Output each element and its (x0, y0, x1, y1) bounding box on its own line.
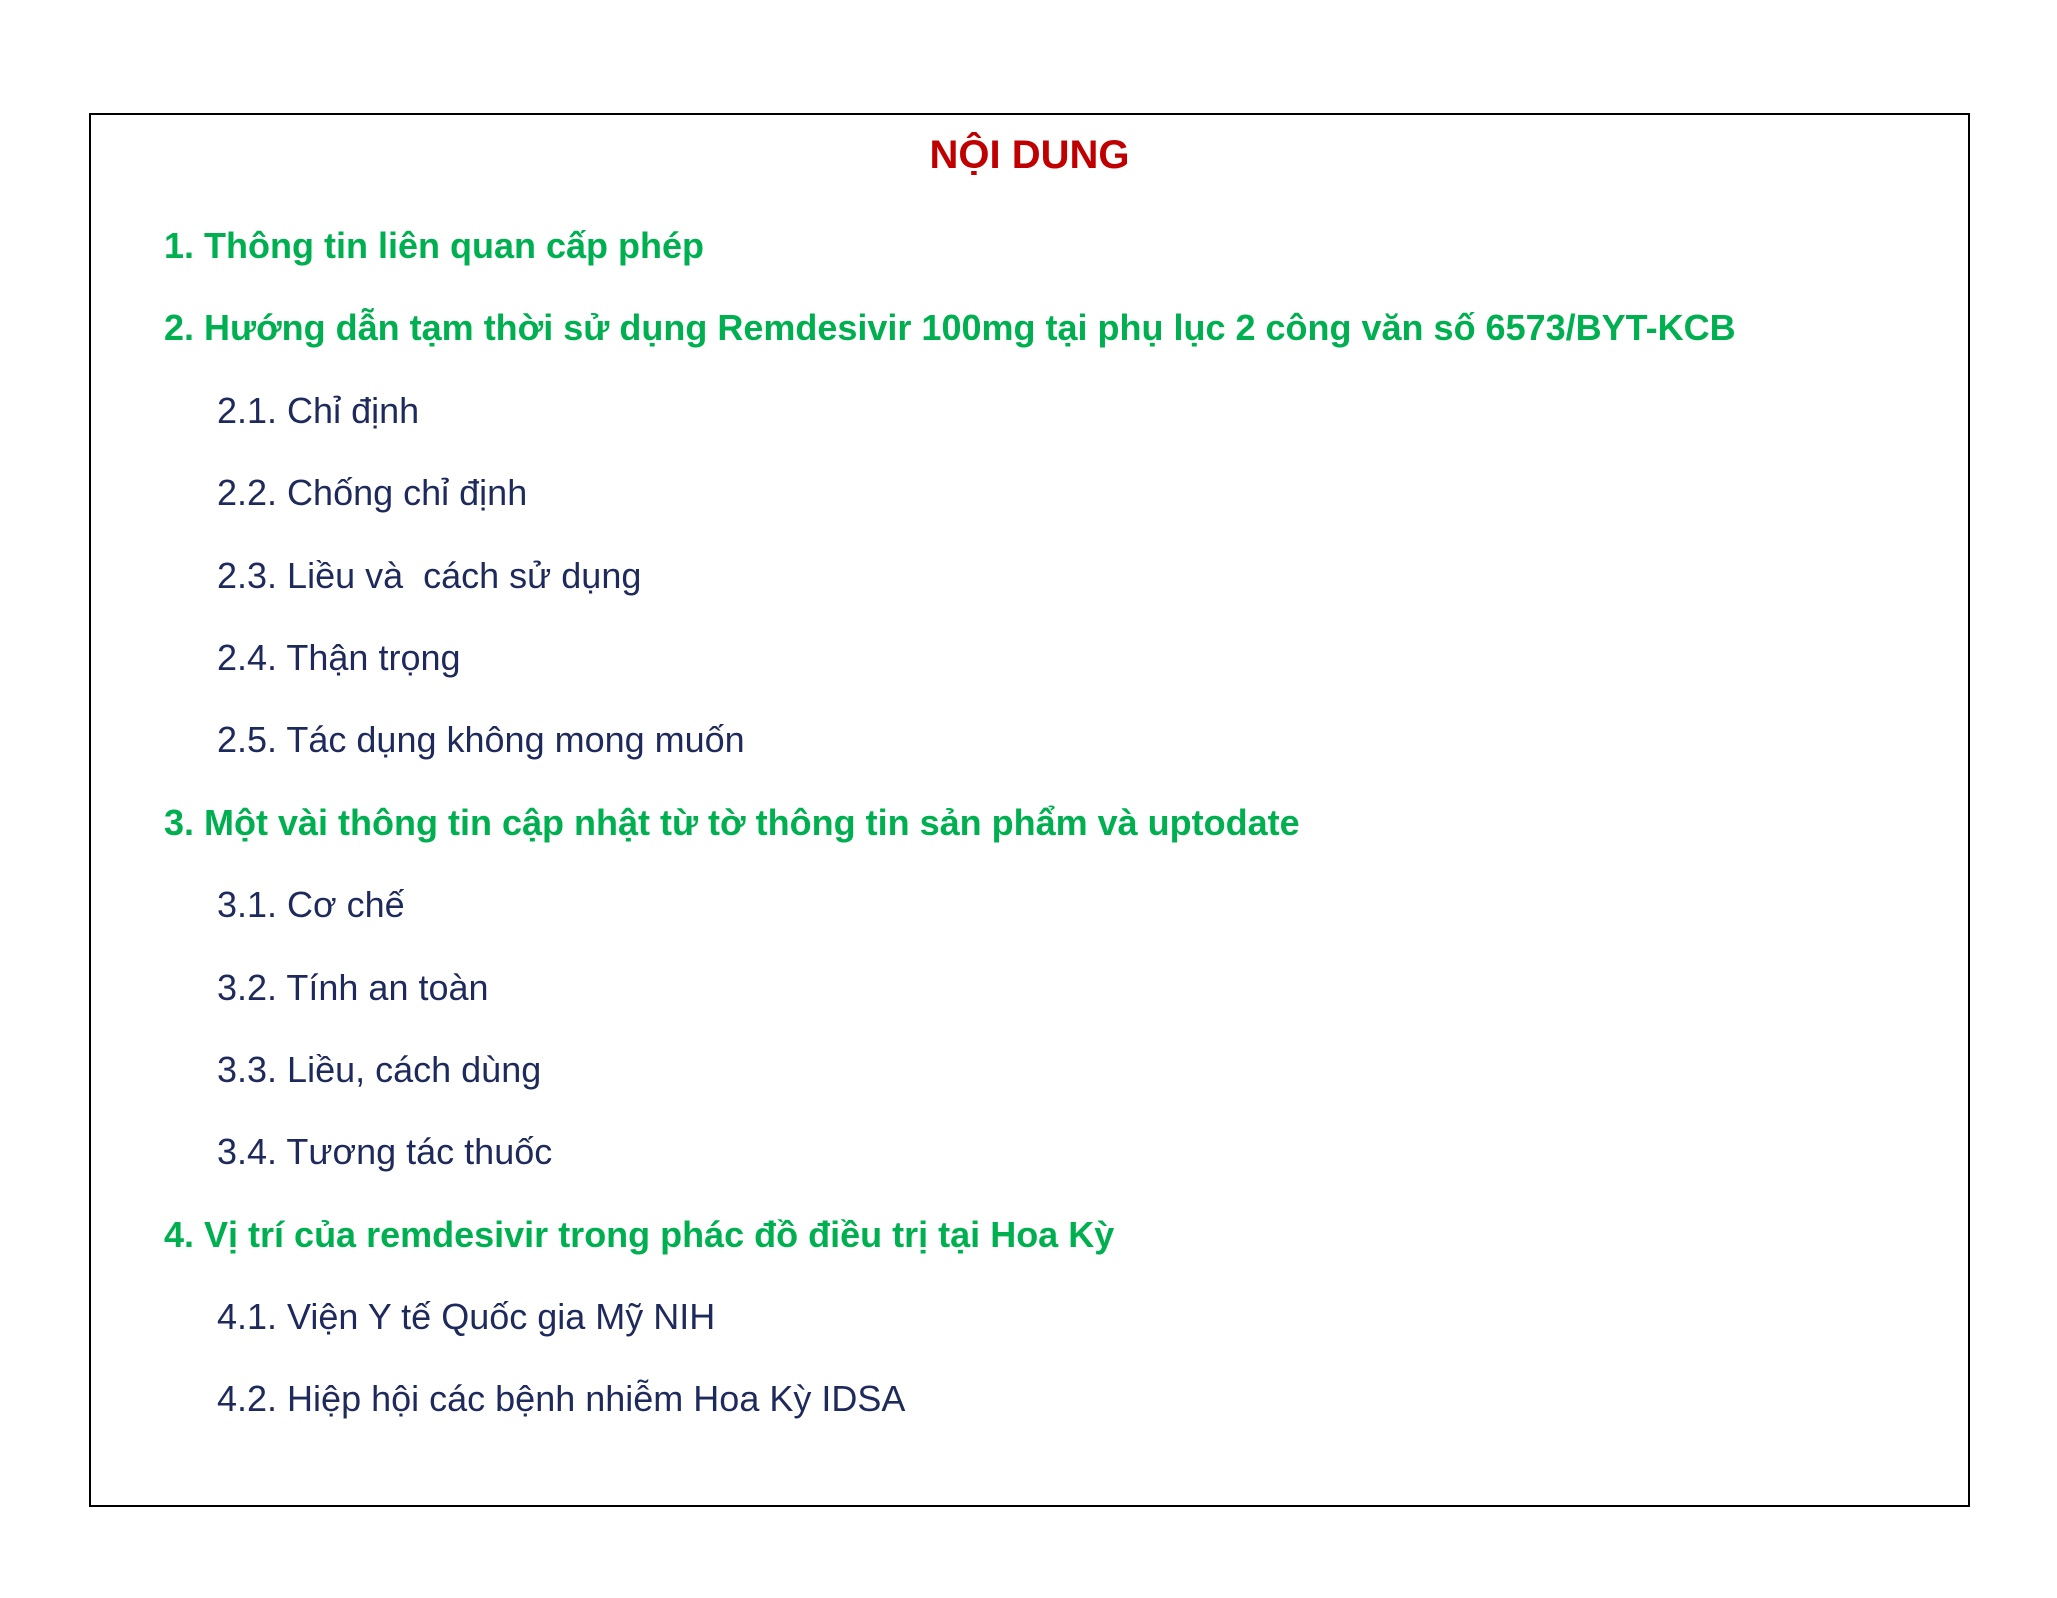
toc-subsection-item: 2.5. Tác dụng không mong muốn (217, 719, 745, 761)
toc-section-item: 4. Vị trí của remdesivir trong phác đồ điều trị tại Hoa Kỳ (164, 1213, 1115, 1255)
toc-section-item: 1. Thông tin liên quan cấp phép (164, 225, 704, 266)
toc-title: NỘI DUNG (929, 133, 1130, 177)
toc-section-item: 3. Một vài thông tin cập nhật từ tờ thông tin sản phẩm và uptodate (164, 801, 1300, 843)
toc-subsection-item: 4.1. Viện Y tế Quốc gia Mỹ NIH (217, 1296, 716, 1338)
toc-subsection-item: 2.2. Chống chỉ định (217, 472, 528, 514)
toc-subsection-item: 3.4. Tương tác thuốc (217, 1131, 553, 1173)
table-of-contents-box (89, 113, 1970, 1507)
toc-subsection-item: 3.1. Cơ chế (217, 884, 405, 926)
toc-list (91, 205, 1968, 1441)
toc-section-item: 2. Hướng dẫn tạm thời sử dụng Remdesivir 100mg tại phụ lục 2 công văn số 6573/BYT-KCB (164, 307, 1736, 349)
toc-subsection-item: 3.2. Tính an toàn (217, 966, 489, 1008)
toc-subsection-item: 2.3. Liều và cách sử dụng (217, 554, 642, 596)
toc-subsection-item: 4.2. Hiệp hội các bệnh nhiễm Hoa Kỳ IDSA (217, 1378, 906, 1420)
toc-subsection-item: 3.3. Liều, cách dùng (217, 1048, 542, 1090)
toc-subsection-item: 2.4. Thận trọng (217, 636, 461, 678)
toc-subsection-item: 2.1. Chỉ định (217, 389, 420, 431)
